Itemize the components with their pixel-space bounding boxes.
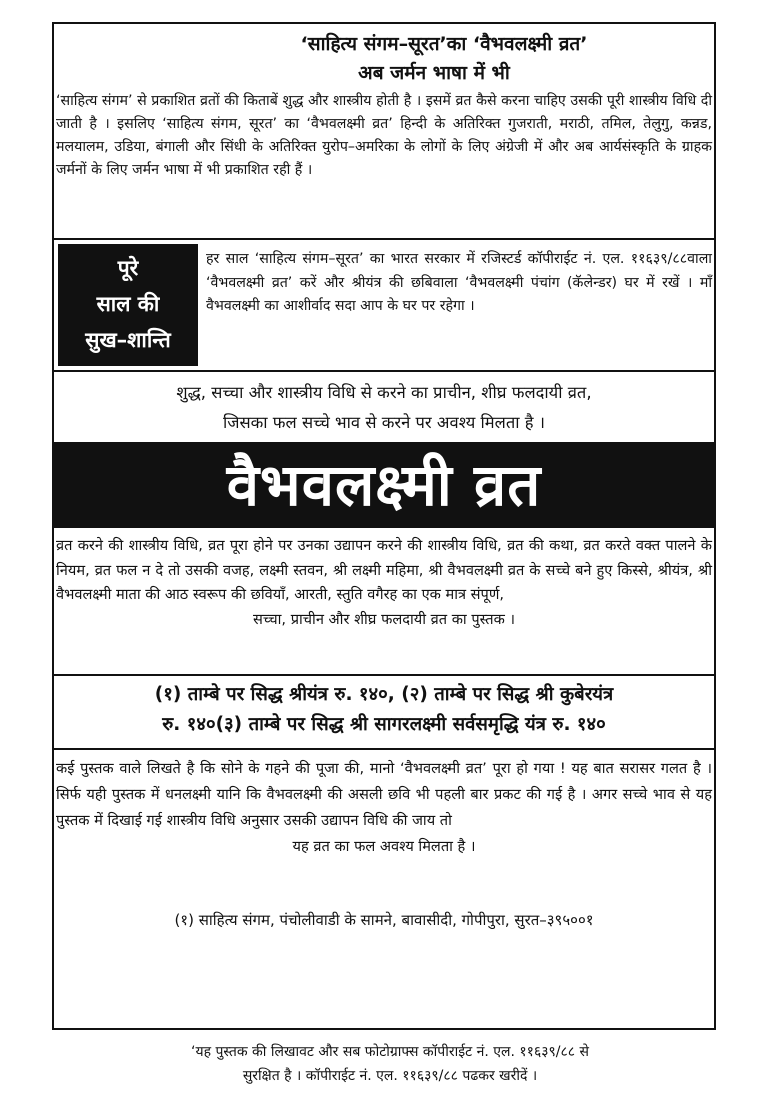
box-line: साल की bbox=[96, 292, 160, 316]
tagline-line: जिसका फल सच्चे भाव से करने पर अवश्य मिलता है । bbox=[222, 413, 546, 432]
section3-tagline bbox=[56, 378, 712, 438]
divider bbox=[52, 748, 716, 750]
footer-line: ‘यह पुस्तक की लिखावट और सब फोटोग्राफ्स कॉपीराईट नं. एल. ११६३९/८८ से bbox=[191, 1044, 589, 1060]
section5-yantra-prices bbox=[56, 680, 712, 740]
divider bbox=[52, 238, 716, 240]
price-line: रु. १४०(३) ताम्बे पर सिद्ध श्री सागरलक्ष्मी सर्वसमृद्धि यंत्र रु. १४० bbox=[162, 714, 606, 735]
contents-last: सच्चा, प्राचीन और शीघ्र फलदायी व्रत का पुस्तक । bbox=[253, 610, 515, 628]
divider bbox=[52, 370, 716, 372]
tagline-line: शुद्ध, सच्चा और शास्त्रीय विधि से करने का प्राचीन, शीघ्र फलदायी व्रत, bbox=[176, 383, 592, 402]
section2-body: हर साल ‘साहित्य संगम–सूरत’ का भारत सरकार में रजिस्टर्ड कॉपीराईट नं. एल. ११६३९/८८वाला ‘वैभवलक्ष्मी व्रत’ करें और श्रीयंत्र की छबिवाला ‘वैभवलक्ष्मी पंचांग (कॅलेन्डर) घर में रखें । माँ वैभवलक्ष्मी का आशीर्वाद सदा आप के घर पर रहेगा । bbox=[206, 251, 712, 314]
box-line: पूरे bbox=[117, 256, 139, 280]
box-line: सुख–शान्ति bbox=[85, 328, 171, 352]
title-banner: वैभवलक्ष्मी व्रत bbox=[52, 442, 716, 528]
contents-body: व्रत करने की शास्त्रीय विधि, व्रत पूरा होने पर उनका उद्यापन करने की शास्त्रीय विधि, व्रत की कथा, व्रत करते वक्त पालने के नियम, व्रत फल न दे तो उसकी वजह, लक्ष्मी स्तवन, श्री लक्ष्मी महिमा, श्री वैभवलक्ष्मी व्रत के सच्चे बने हुए किस्से, श्रीयंत्र, श्री वैभवलक्ष्मी माता की आठ स्वरूप की छवियाँ, आरती, स्तुति वगैरह का एक मात्र संपूर्ण, bbox=[56, 537, 712, 603]
notice-body: कई पुस्तक वाले लिखते है कि सोने के गहने की पूजा की, मानो ‘वैभवलक्ष्मी व्रत’ पूरा हो गया ! यह बात सरासर गलत है । सिर्फ यही पुस्तक में धनलक्ष्मी यानि कि वैभवलक्ष्मी की असली छवि भी पहली बार प्रकट की गई है । अगर सच्चे भाव से यह पुस्तक में दिखाई गई शास्त्रीय विधि अनुसार उसकी उद्यापन विधि की जाय तो bbox=[56, 760, 712, 829]
section4-contents bbox=[56, 534, 712, 632]
section1-body: ‘साहित्य संगम’ से प्रकाशित व्रतों की किताबें शुद्ध और शास्त्रीय होती है । इसमें व्रत कैसे करना चाहिए उसकी पूरी शास्त्रीय विधि दी जाती है । इसलिए ‘साहित्य संगम, सूरत’ का ‘वैभवलक्ष्मी व्रत’ हिन्दी के अतिरिक्त गुजराती, मराठी, तमिल, तेलुगु, कन्नड, मलयालम, उडिया, बंगाली और सिंधी के अतिरिक्त युरोप–अमरिका के लोगों के लिए अंग्रेजी में और अब आर्यसंस्कृति के ग्राहक जर्मनों के लिए जर्मन भाषा में भी प्रकाशित रही हैं । bbox=[56, 93, 712, 178]
section1-subtitle: अब जर्मन भाषा में भी bbox=[358, 62, 510, 84]
divider bbox=[52, 674, 716, 676]
footer-line: सुरक्षित है । कॉपीराईट नं. एल. ११६३९/८८ पढकर खरीदें । bbox=[242, 1068, 538, 1084]
section6-notice bbox=[56, 756, 712, 860]
sukh-shanti-box bbox=[58, 244, 198, 366]
price-line: (१) ताम्बे पर सिद्ध श्रीयंत्र रु. १४०, (२) ताम्बे पर सिद्ध श्री कुबेरयंत्र bbox=[154, 684, 614, 705]
notice-last: यह व्रत का फल अवश्य मिलता है । bbox=[292, 838, 476, 855]
copyright-footer bbox=[40, 1040, 740, 1088]
section1-title: ‘साहित्य संगम–सूरत’का ‘वैभवलक्ष्मी व्रत’ bbox=[300, 33, 588, 55]
publisher-address: (१) साहित्य संगम, पंचोलीवाडी के सामने, बावासीदी, गोपीपुरा, सुरत–३९५००१ bbox=[174, 911, 594, 929]
